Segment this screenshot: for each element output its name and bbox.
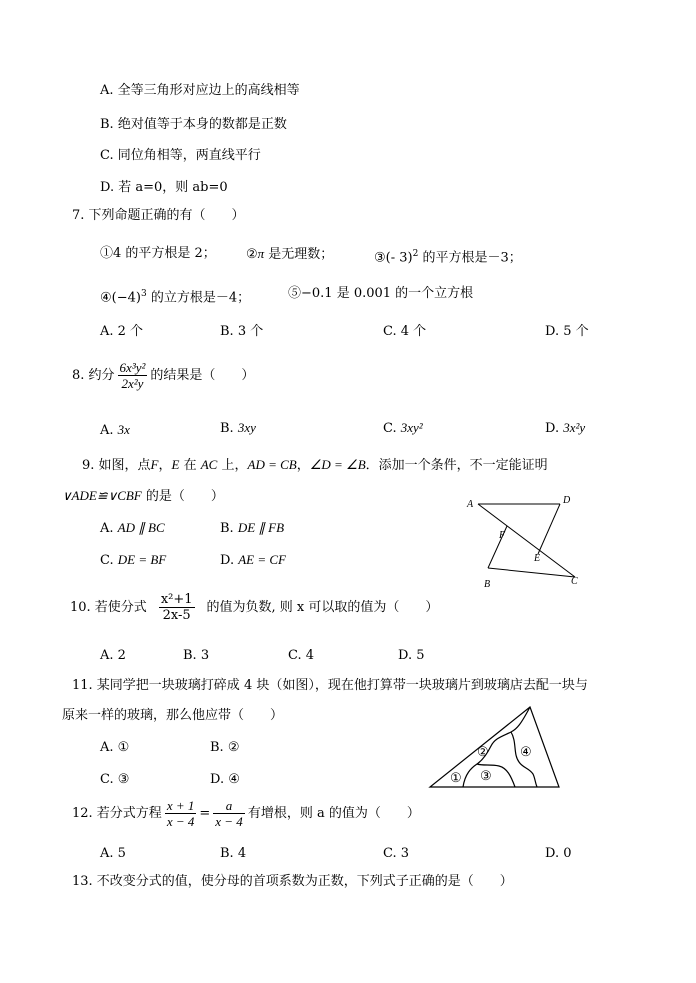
q10-option-c: C. 4 [288, 648, 315, 663]
q12-option-a: A. 5 [100, 846, 126, 861]
q11-piece-2: ② [477, 744, 489, 759]
q10-option-a: A. 2 [100, 648, 126, 663]
q6-option-d: D. 若 a=0，则 ab=0 [100, 180, 228, 195]
q9-figure [460, 490, 590, 592]
q7-option-a: A. 2 个 [100, 324, 144, 339]
q9-label-b: B [484, 579, 491, 590]
q11-option-c: C. ③ [100, 772, 130, 787]
q12-stem: 12. 若分式方程 $\frac{x + 1}{x - 4}$ = $\frac{a}{x - 4}$ 有增根，则 a 的值为（ ） [72, 798, 420, 829]
q11-piece-1: ① [450, 770, 462, 785]
q6-option-c: C. 同位角相等，两直线平行 [100, 148, 261, 163]
q7-statement-3: ③(- 3)$^2$ 的平方根是－3； [374, 249, 522, 266]
q9-stem-line2: ∨ADE≌∨CBF 的是（ ） [62, 488, 224, 504]
q6-option-a: A. 全等三角形对应边上的高线相等 [100, 83, 300, 98]
q11-stem-line1: 11. 某同学把一块玻璃打碎成 4 块（如图），现在他打算带一块玻璃片到玻璃店去配一块与 [72, 678, 588, 693]
q9-label-a: A [467, 499, 474, 510]
q7-statement-1: ①4 的平方根是 2； [100, 246, 216, 261]
q9-option-b: B. DE ∥ FB [220, 520, 285, 536]
q10-option-b: B. 3 [183, 648, 210, 663]
q10-stem: 10. 若使分式 $\frac{\text{x²+1}}{2x-5}$ 的值为负数, 则 x 可以取的值为（ ） [70, 592, 439, 623]
q9-option-c: C. DE = BF [100, 552, 167, 568]
q8-option-c: C. 3xy² [383, 420, 423, 436]
q10-fraction: $\frac{\text{x²+1}}{2x-5}$ [160, 592, 193, 623]
q8-stem: 8. 约分 $\frac{\text{6x³y²}}{\text{2x²y}}$ 的结果是（ ） [72, 360, 255, 391]
q9-label-c: C [571, 576, 578, 587]
q11-option-a: A. ① [100, 740, 130, 755]
q6-option-b: B. 绝对值等于本身的数都是正数 [100, 117, 287, 132]
q8-option-a: A. 3x [100, 422, 130, 438]
q7-option-c: C. 4 个 [383, 324, 427, 339]
q8-fraction: $\frac{\text{6x³y²}}{\text{2x²y}}$ [119, 360, 146, 391]
q11-option-b: B. ② [210, 740, 240, 755]
q9-label-f: F [499, 530, 506, 541]
q11-crack-right [511, 732, 537, 787]
q9-stem-line1: 9. 如图，点F，E 在 AC 上，AD = CB，∠D = ∠B．添加一个条件，不一定能证明 [82, 457, 548, 473]
q7-stem: 7. 下列命题正确的有（ ） [72, 208, 245, 223]
q9-option-a: A. AD ∥ BC [100, 520, 165, 536]
q11-option-d: D. ④ [210, 772, 240, 787]
q10-option-d: D. 5 [398, 648, 425, 663]
q9-segment-bc [488, 568, 575, 577]
q11-piece-3: ③ [480, 768, 492, 783]
q7-option-b: B. 3 个 [220, 324, 264, 339]
q7-statement-4: $④(-4)^3$ 的立方根是－4； [100, 289, 251, 306]
q12-option-b: B. 4 [220, 846, 247, 861]
q11-piece-4: ④ [520, 744, 532, 759]
q9-segment-ac [478, 504, 575, 577]
q9-option-d: D. AE = CF [220, 552, 287, 568]
q12-left-fraction: $\frac{x + 1}{x - 4}$ [166, 798, 195, 829]
q7-statement-2: ②π 是无理数； [246, 246, 334, 262]
q12-right-fraction: $\frac{a}{x - 4}$ [215, 798, 243, 829]
q9-segment-de [538, 504, 560, 554]
q8-option-d: D. 3x²y [545, 420, 586, 436]
q11-stem-line2: 原来一样的玻璃，那么他应带（ ） [62, 708, 284, 723]
q9-label-e: E [534, 553, 541, 564]
q12-option-c: C. 3 [383, 846, 410, 861]
q7-option-d: D. 5 个 [545, 324, 589, 339]
q8-option-b: B. 3xy [220, 420, 256, 436]
q9-label-d: D [563, 495, 571, 506]
q11-glass-figure [425, 702, 565, 792]
q12-option-d: D. 0 [545, 846, 572, 861]
q13-stem: 13. 不改变分式的值，使分母的首项系数为正数，下列式子正确的是（ ） [72, 874, 513, 889]
q7-statement-5: ⑤−0.1 是 0.001 的一个立方根 [288, 286, 474, 301]
